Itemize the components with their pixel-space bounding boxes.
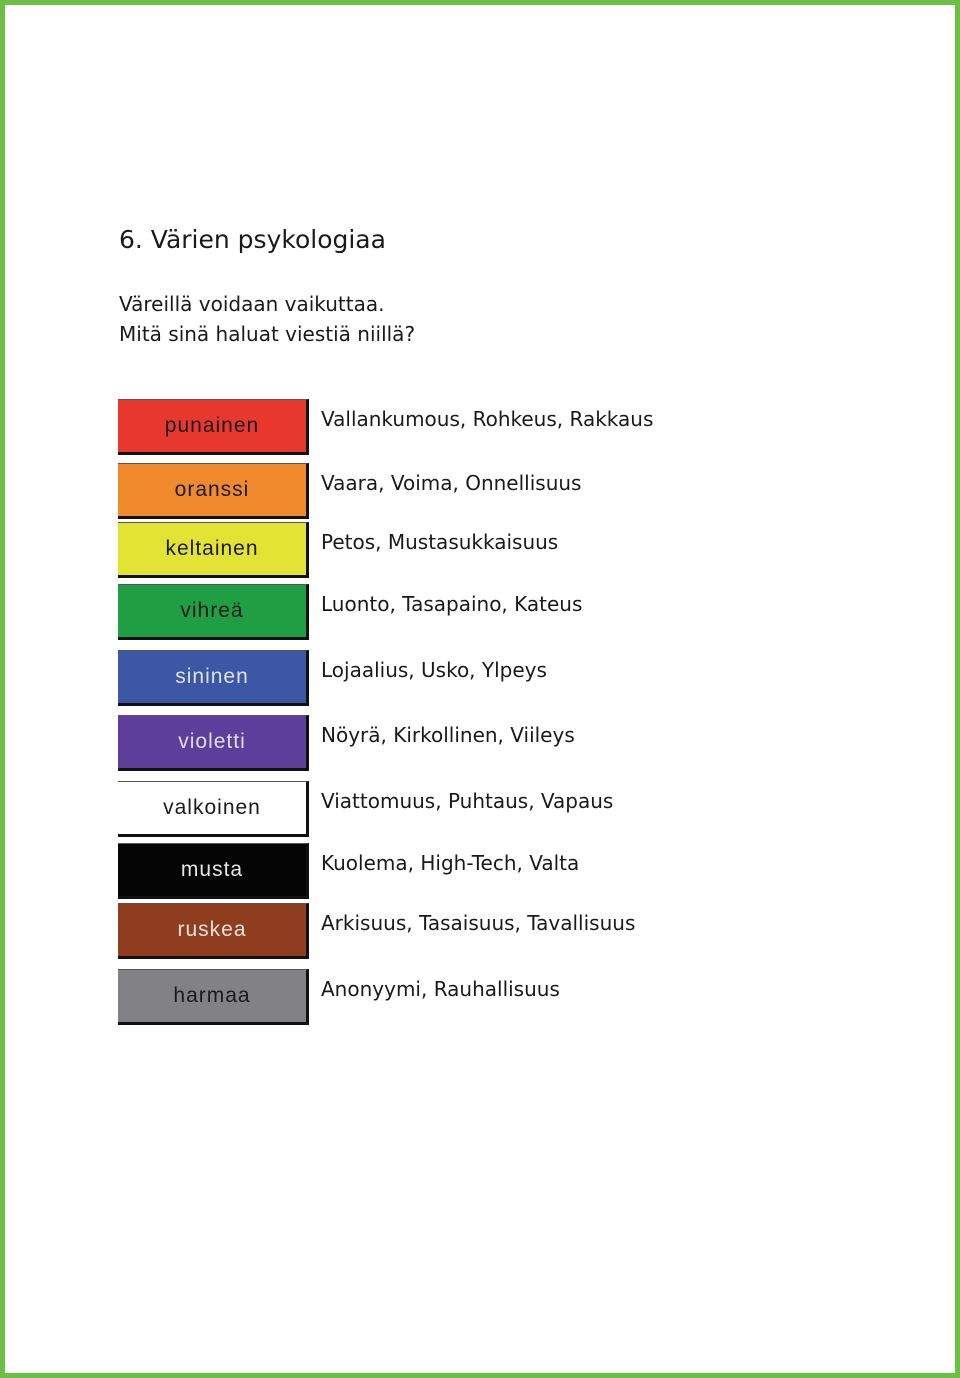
color-swatch: oranssi [118, 463, 309, 519]
color-swatch: valkoinen [118, 781, 309, 837]
intro-line: Mitä sinä haluat viestiä niillä? [119, 322, 416, 346]
color-swatch: ruskea [118, 903, 309, 959]
color-swatch: violetti [118, 715, 309, 771]
color-meaning: Luonto, Tasapaino, Kateus [321, 592, 583, 616]
color-meaning: Vallankumous, Rohkeus, Rakkaus [321, 407, 654, 431]
color-meaning: Arkisuus, Tasaisuus, Tavallisuus [321, 911, 636, 935]
color-swatch: musta [118, 843, 309, 899]
intro-line: Väreillä voidaan vaikuttaa. [119, 292, 385, 316]
color-swatch: harmaa [118, 969, 309, 1025]
color-row-keltainen [118, 522, 948, 578]
color-swatch: punainen [118, 399, 309, 455]
color-swatch: sininen [118, 650, 309, 706]
color-row-valkoinen [118, 781, 948, 837]
color-meaning: Anonyymi, Rauhallisuus [321, 977, 560, 1001]
page-title: 6. Värien psykologiaa [119, 225, 386, 254]
color-row-harmaa [118, 969, 948, 1025]
color-row-violetti [118, 715, 948, 771]
color-row-punainen [118, 399, 948, 455]
color-meaning: Kuolema, High-Tech, Valta [321, 851, 580, 875]
color-meaning: Vaara, Voima, Onnellisuus [321, 471, 582, 495]
color-row-musta [118, 843, 948, 899]
intro-text [119, 289, 415, 349]
color-swatch: vihreä [118, 584, 309, 640]
color-row-ruskea [118, 903, 948, 959]
color-meaning: Lojaalius, Usko, Ylpeys [321, 658, 547, 682]
color-swatch: keltainen [118, 522, 309, 578]
color-row-vihrea [118, 584, 948, 640]
color-meaning: Viattomuus, Puhtaus, Vapaus [321, 789, 614, 813]
color-row-oranssi [118, 463, 948, 519]
color-meaning: Petos, Mustasukkaisuus [321, 530, 559, 554]
color-meaning: Nöyrä, Kirkollinen, Viileys [321, 723, 575, 747]
color-row-sininen [118, 650, 948, 706]
